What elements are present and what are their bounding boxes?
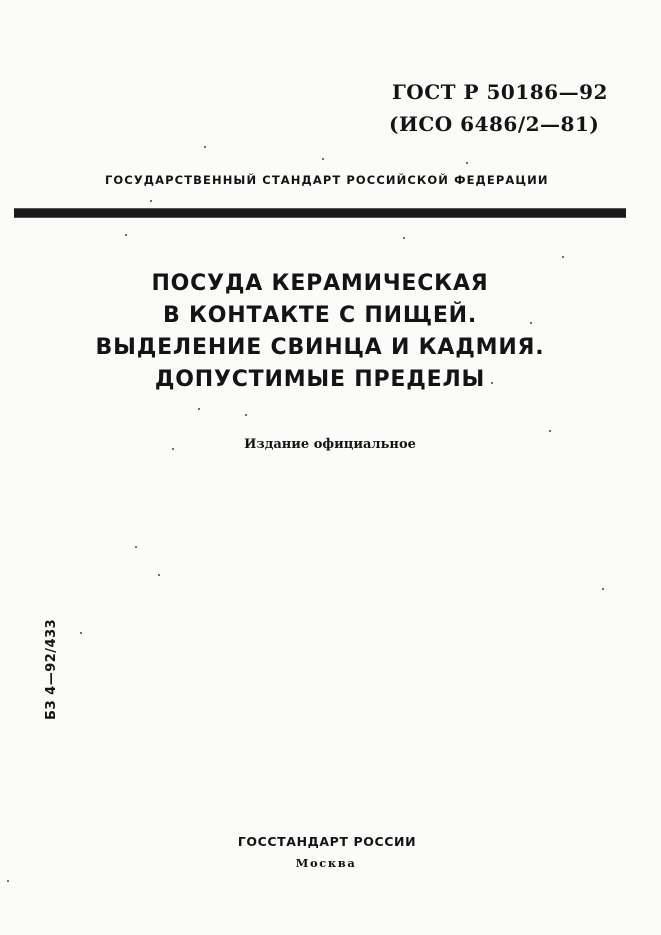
title-line-2: В КОНТАКТЕ С ПИЩЕЙ. — [162, 303, 478, 328]
edition-note: Издание официальное — [244, 437, 416, 452]
scan-speck — [204, 146, 206, 148]
scan-speck — [602, 588, 604, 590]
scan-speck — [150, 200, 152, 202]
scan-speck — [7, 880, 9, 882]
publisher: ГОССТАНДАРТ РОССИИ — [237, 834, 417, 849]
scan-speck — [549, 430, 551, 432]
scan-speck — [322, 158, 324, 160]
standard-number: ГОСТ Р 50186—92 — [392, 80, 608, 104]
title-line-4: ДОПУСТИМЫЕ ПРЕДЕЛЫ — [154, 367, 486, 392]
scan-speck — [530, 322, 532, 324]
title-line-3: ВЫДЕЛЕНИЕ СВИНЦА И КАДМИЯ. — [95, 335, 545, 360]
scan-speck — [562, 256, 564, 258]
scan-speck — [125, 234, 127, 236]
scan-speck — [172, 448, 174, 450]
header-rule — [14, 208, 626, 218]
iso-reference: (ИСО 6486/2—81) — [389, 112, 600, 136]
side-code: БЗ 4—92/433 — [44, 618, 59, 720]
scan-speck — [403, 237, 405, 239]
title-line-1: ПОСУДА КЕРАМИЧЕСКАЯ — [151, 271, 489, 296]
scan-speck — [198, 408, 200, 410]
scan-speck — [158, 574, 160, 576]
federation-header: ГОСУДАРСТВЕННЫЙ СТАНДАРТ РОССИЙСКОЙ ФЕДЕРАЦИИ — [105, 173, 549, 187]
scan-speck — [135, 546, 137, 548]
city: Москва — [295, 856, 357, 870]
scan-speck — [491, 382, 493, 384]
document-title — [60, 268, 580, 396]
scan-speck — [80, 632, 82, 634]
scan-speck — [466, 162, 468, 164]
scan-speck — [245, 414, 247, 416]
